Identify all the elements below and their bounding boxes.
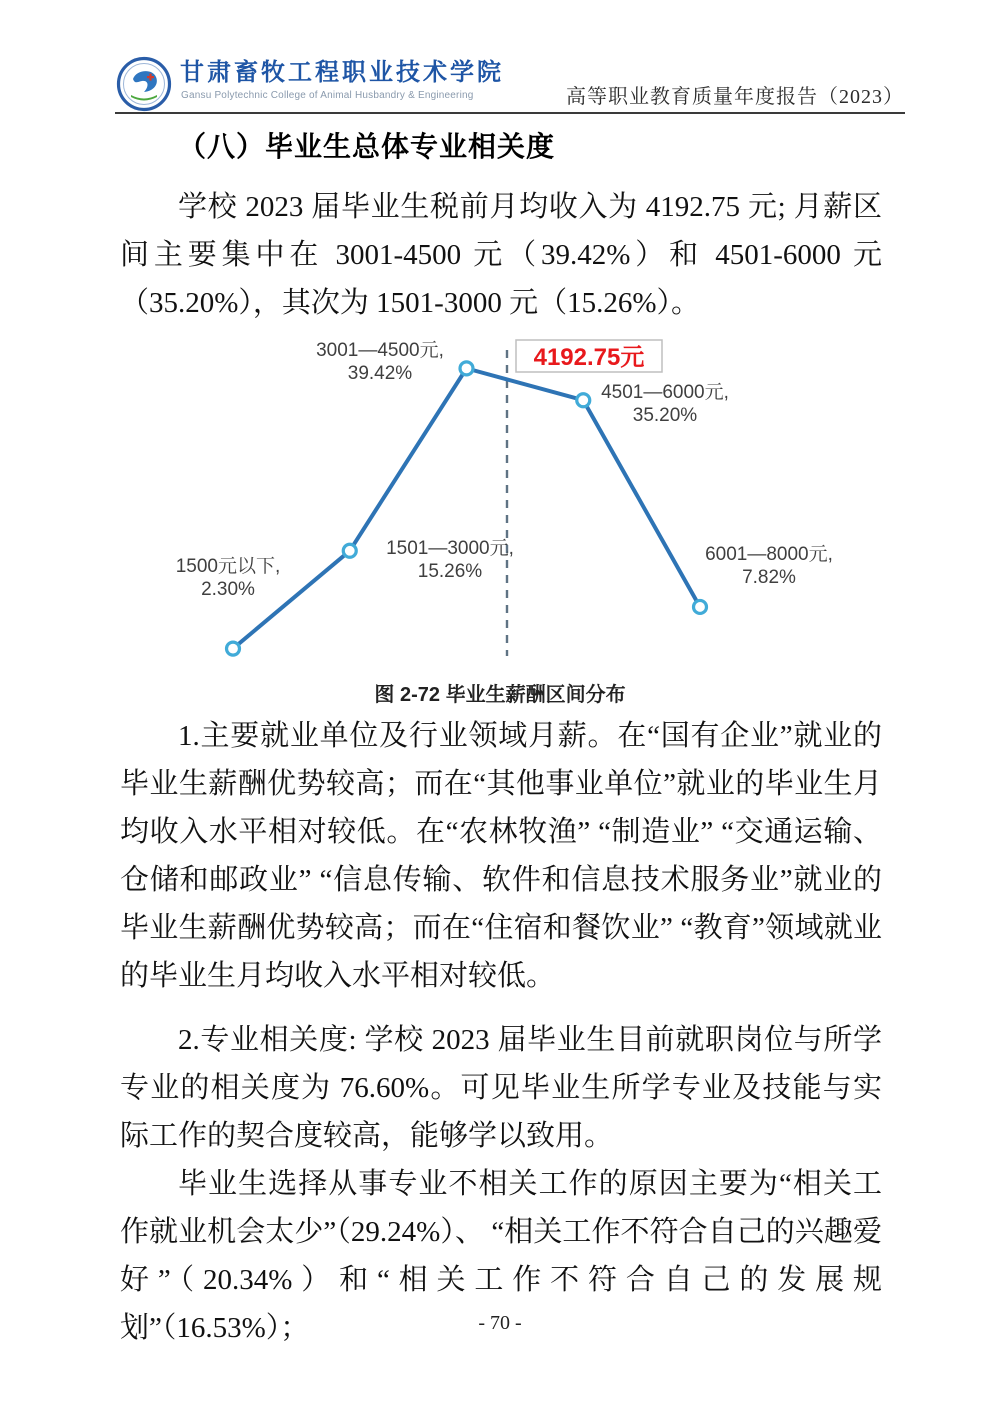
section-heading: （八）毕业生总体专业相关度 (178, 132, 556, 163)
mean-annotation-text: 4192.75元 (533, 344, 645, 371)
chart-point-2 (460, 362, 473, 375)
college-name-zh: 甘肃畜牧工程职业技术学院 (180, 60, 504, 86)
paragraph-major-relevance: 2.专业相关度: 学校 2023 届毕业生目前就职岗位与所学专业的相关度为 76.60%。可见毕业生所学专业及技能与实际工作的契合度较高，能够学以致用。 (120, 1024, 882, 1152)
header-divider (115, 112, 905, 114)
college-logo-icon (116, 56, 172, 112)
chart-point-label-1: 1501—3000元, 15.26% (386, 538, 514, 582)
chart-point-label-0: 1500元以下, 2.30% (175, 556, 281, 600)
chart-point-4 (694, 600, 707, 613)
chart-point-0 (227, 642, 240, 655)
chart-point-label-3: 4501—6000元, 35.20% (601, 382, 729, 426)
college-name-en: Gansu Polytechnic College of Animal Husbandry & Engineering (181, 90, 474, 101)
college-logo (116, 56, 172, 112)
report-title: 高等职业教育质量年度报告（2023） (566, 86, 904, 108)
chart-line (233, 368, 700, 648)
chart-point-1 (343, 544, 356, 557)
salary-distribution-chart (110, 328, 890, 706)
salary-line-chart (110, 328, 890, 672)
chart-caption: 图 2-72 毕业生薪酬区间分布 (374, 684, 626, 706)
paragraph-employer-industry-salary: 1.主要就业单位及行业领域月薪。在“国有企业”就业的毕业生薪酬优势较高；而在“其他事业单位”就业的毕业生月均收入水平相对较低。在“农林牧渔” “制造业” “交通运输、仓储和邮政业” “信息传输、软件和信息技术服务业”就业的毕业生薪酬优势较高；而在“住宿和餐饮业” “教育”领域就业的毕业生月均收入水平相对较低。 (120, 720, 882, 992)
chart-point-label-2: 3001—4500元, 39.42% (316, 340, 444, 384)
chart-point-label-4: 6001—8000元, 7.82% (705, 544, 833, 588)
paragraph-income-distribution: 学校 2023 届毕业生税前月均收入为 4192.75 元; 月薪区间主要集中在 3001-4500 元（39.42%）和 4501-6000 元（35.20%），其次为 1501-3000 元（15.26%）。 (120, 191, 882, 319)
page-number: - 70 - (478, 1312, 522, 1334)
paragraph-unrelated-work-reasons: 毕业生选择从事专业不相关工作的原因主要为“相关工作就业机会太少”（29.24%）、 “相关工作不符合自己的兴趣爱好”（20.34%）和“相关工作不符合自己的发展规划”（16.53%）； (120, 1168, 882, 1344)
chart-point-3 (577, 394, 590, 407)
